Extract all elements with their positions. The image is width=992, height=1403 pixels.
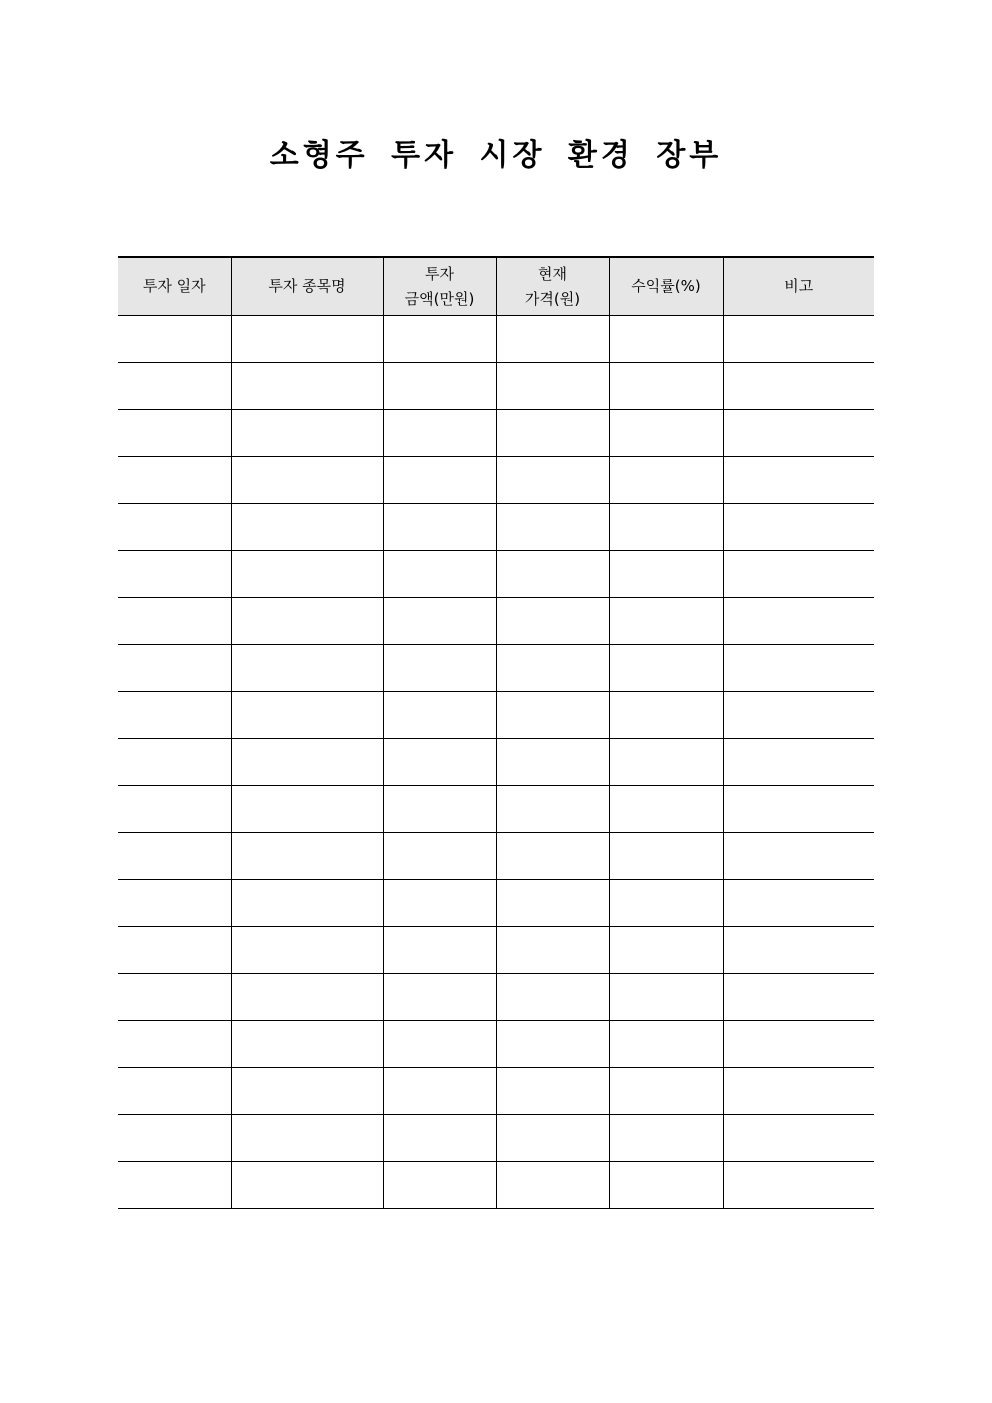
cell-return-rate[interactable] [609,457,723,504]
cell-remarks[interactable] [723,880,874,927]
cell-stock-name[interactable] [231,410,383,457]
header-stock-name [231,257,383,316]
cell-investment-date[interactable] [118,504,231,551]
cell-return-rate[interactable] [609,1115,723,1162]
cell-remarks[interactable] [723,739,874,786]
cell-investment-date[interactable] [118,598,231,645]
cell-investment-date[interactable] [118,645,231,692]
cell-return-rate[interactable] [609,692,723,739]
header-label: 수익률(%) [631,277,701,295]
cell-stock-name[interactable] [231,927,383,974]
cell-investment-date[interactable] [118,316,231,363]
cell-investment-date[interactable] [118,551,231,598]
table-row [118,316,874,363]
cell-stock-name[interactable] [231,1068,383,1115]
cell-investment-date[interactable] [118,927,231,974]
cell-investment-amount[interactable] [383,457,496,504]
cell-stock-name[interactable] [231,692,383,739]
cell-stock-name[interactable] [231,833,383,880]
cell-investment-amount[interactable] [383,833,496,880]
cell-investment-amount[interactable] [383,1021,496,1068]
cell-return-rate[interactable] [609,504,723,551]
cell-investment-amount[interactable] [383,786,496,833]
cell-investment-amount[interactable] [383,316,496,363]
cell-investment-date[interactable] [118,692,231,739]
table-row [118,504,874,551]
cell-stock-name[interactable] [231,363,383,410]
cell-current-price[interactable] [496,880,609,927]
cell-investment-amount[interactable] [383,410,496,457]
table-header [118,257,874,316]
cell-stock-name[interactable] [231,739,383,786]
cell-investment-amount[interactable] [383,504,496,551]
header-row [118,257,874,316]
cell-stock-name[interactable] [231,457,383,504]
cell-investment-date[interactable] [118,786,231,833]
cell-return-rate[interactable] [609,833,723,880]
cell-stock-name[interactable] [231,880,383,927]
cell-stock-name[interactable] [231,1021,383,1068]
cell-stock-name[interactable] [231,786,383,833]
header-label-line1: 현재 [538,264,567,283]
cell-investment-amount[interactable] [383,1162,496,1209]
table-row [118,927,874,974]
cell-investment-amount[interactable] [383,598,496,645]
cell-investment-amount[interactable] [383,551,496,598]
cell-remarks[interactable] [723,786,874,833]
cell-current-price[interactable] [496,739,609,786]
cell-current-price[interactable] [496,457,609,504]
investment-ledger-table [118,256,874,1209]
cell-investment-amount[interactable] [383,880,496,927]
cell-current-price[interactable] [496,316,609,363]
cell-return-rate[interactable] [609,739,723,786]
cell-return-rate[interactable] [609,786,723,833]
cell-remarks[interactable] [723,692,874,739]
cell-remarks[interactable] [723,457,874,504]
cell-current-price[interactable] [496,927,609,974]
cell-remarks[interactable] [723,363,874,410]
cell-remarks[interactable] [723,316,874,363]
cell-remarks[interactable] [723,410,874,457]
cell-remarks[interactable] [723,645,874,692]
cell-remarks[interactable] [723,504,874,551]
cell-investment-amount[interactable] [383,974,496,1021]
cell-current-price[interactable] [496,974,609,1021]
header-label-line1: 투자 [425,264,454,283]
cell-investment-amount[interactable] [383,363,496,410]
table-row [118,739,874,786]
table-row [118,363,874,410]
cell-current-price[interactable] [496,363,609,410]
cell-return-rate[interactable] [609,598,723,645]
cell-return-rate[interactable] [609,974,723,1021]
cell-current-price[interactable] [496,1162,609,1209]
cell-investment-amount[interactable] [383,1068,496,1115]
cell-return-rate[interactable] [609,1021,723,1068]
cell-investment-date[interactable] [118,833,231,880]
cell-stock-name[interactable] [231,645,383,692]
table-row [118,1068,874,1115]
header-label: 투자 종목명 [268,277,346,295]
cell-current-price[interactable] [496,1068,609,1115]
table-row [118,880,874,927]
table-row [118,692,874,739]
table-row [118,833,874,880]
cell-investment-date[interactable] [118,1115,231,1162]
cell-return-rate[interactable] [609,927,723,974]
table-body [118,316,874,1209]
cell-current-price[interactable] [496,833,609,880]
cell-investment-amount[interactable] [383,645,496,692]
table-row [118,410,874,457]
page-title: 소형주 투자 시장 환경 장부 [269,138,723,173]
cell-investment-date[interactable] [118,363,231,410]
cell-remarks[interactable] [723,551,874,598]
cell-investment-date[interactable] [118,457,231,504]
cell-investment-date[interactable] [118,1162,231,1209]
cell-return-rate[interactable] [609,363,723,410]
header-label: 비고 [784,277,814,295]
cell-current-price[interactable] [496,410,609,457]
cell-current-price[interactable] [496,504,609,551]
cell-stock-name[interactable] [231,1115,383,1162]
cell-stock-name[interactable] [231,974,383,1021]
table-row [118,1115,874,1162]
cell-remarks[interactable] [723,1021,874,1068]
cell-remarks[interactable] [723,1162,874,1209]
table-row [118,1162,874,1209]
cell-investment-date[interactable] [118,739,231,786]
table-row [118,1021,874,1068]
cell-current-price[interactable] [496,598,609,645]
cell-investment-amount[interactable] [383,927,496,974]
cell-return-rate[interactable] [609,1068,723,1115]
cell-current-price[interactable] [496,645,609,692]
header-label-line2: 금액(만원) [404,289,475,308]
table-row [118,457,874,504]
cell-stock-name[interactable] [231,504,383,551]
cell-stock-name[interactable] [231,1162,383,1209]
table-row [118,645,874,692]
cell-stock-name[interactable] [231,598,383,645]
cell-remarks[interactable] [723,833,874,880]
cell-investment-date[interactable] [118,974,231,1021]
table-row [118,598,874,645]
cell-current-price[interactable] [496,1115,609,1162]
cell-investment-amount[interactable] [383,1115,496,1162]
cell-investment-date[interactable] [118,880,231,927]
cell-current-price[interactable] [496,786,609,833]
cell-investment-date[interactable] [118,1021,231,1068]
cell-return-rate[interactable] [609,551,723,598]
cell-return-rate[interactable] [609,880,723,927]
table-row [118,551,874,598]
cell-return-rate[interactable] [609,316,723,363]
cell-investment-date[interactable] [118,410,231,457]
header-remarks [723,257,874,316]
header-current-price [496,257,609,316]
cell-remarks[interactable] [723,1068,874,1115]
cell-current-price[interactable] [496,692,609,739]
table-row [118,786,874,833]
cell-remarks[interactable] [723,974,874,1021]
cell-stock-name[interactable] [231,551,383,598]
cell-remarks[interactable] [723,1115,874,1162]
cell-stock-name[interactable] [231,316,383,363]
cell-return-rate[interactable] [609,410,723,457]
cell-investment-date[interactable] [118,1068,231,1115]
cell-current-price[interactable] [496,1021,609,1068]
cell-remarks[interactable] [723,927,874,974]
cell-current-price[interactable] [496,551,609,598]
table-row [118,974,874,1021]
header-investment-date [118,257,231,316]
header-label-line2: 가격(원) [524,289,581,308]
cell-remarks[interactable] [723,598,874,645]
cell-investment-amount[interactable] [383,739,496,786]
cell-investment-amount[interactable] [383,692,496,739]
header-label: 투자 일자 [142,277,206,295]
header-return-rate [609,257,723,316]
cell-return-rate[interactable] [609,645,723,692]
cell-return-rate[interactable] [609,1162,723,1209]
header-investment-amount [383,257,496,316]
